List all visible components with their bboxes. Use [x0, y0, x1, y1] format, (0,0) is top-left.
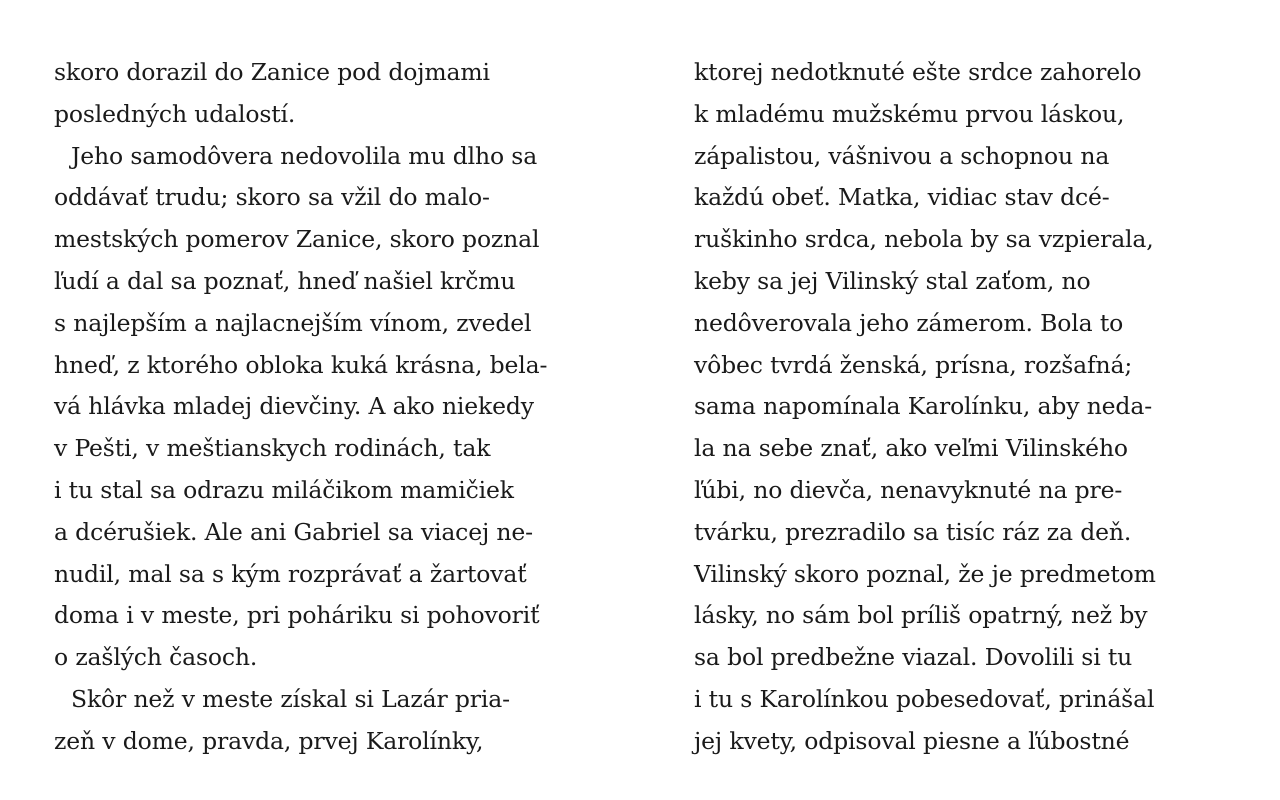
text-line: hneď, z ktorého obloka kuká krásna, bela- [54, 350, 548, 379]
left-page [54, 52, 599, 763]
text-line: sa bol predbežne viazal. Dovolili si tu [694, 643, 1133, 672]
text-line: k mladému mužskému prvou láskou, [694, 99, 1125, 128]
text-line: posledných udalostí. [54, 99, 296, 128]
text-line: nedôverovala jeho zámerom. Bola to [694, 308, 1124, 337]
text-line: jej kvety, odpisoval piesne a ľúbostné [694, 726, 1130, 755]
text-line: skoro dorazil do Zanice pod dojmami [54, 58, 490, 86]
text-line: a dcérušiek. Ale ani Gabriel sa viacej ne- [54, 517, 533, 546]
text-line: ruškinho srdca, nebola by sa vzpierala, [694, 225, 1154, 254]
text-line: tvárku, prezradilo sa tisíc ráz za deň. [694, 517, 1132, 546]
text-line: Jeho samodôvera nedovolila mu dlho sa [71, 141, 538, 170]
text-line: mestských pomerov Zanice, skoro poznal [54, 225, 540, 254]
text-line: lásky, no sám bol príliš opatrný, než by [694, 601, 1148, 630]
text-line: vá hlávka mladej dievčiny. A ako niekedy [54, 392, 534, 421]
text-line: oddávať trudu; skoro sa vžil do malo- [54, 183, 490, 212]
text-line: každú obeť. Matka, vidiac stav dcé- [694, 183, 1110, 212]
text-line: ktorej nedotknuté ešte srdce zahorelo [694, 58, 1142, 86]
text-line: s najlepším a najlacnejším vínom, zvedel [54, 308, 532, 337]
text-line: zápalistou, vášnivou a schopnou na [694, 141, 1110, 170]
text-line: Vilinský skoro poznal, že je predmetom [694, 559, 1156, 588]
text-line: nudil, mal sa s kým rozprávať a žartovať [54, 559, 527, 588]
text-line: la na sebe znať, ako veľmi Vilinského [694, 434, 1128, 463]
text-line: keby sa jej Vilinský stal zaťom, no [694, 266, 1091, 295]
text-line: Skôr než v meste získal si Lazár pria- [71, 684, 510, 713]
text-line: vôbec tvrdá ženská, prísna, rozšafná; [694, 350, 1133, 379]
text-line: doma i v meste, pri poháriku si pohovoriť [54, 601, 540, 630]
text-line: ľúbi, no dievča, nenavyknuté na pre- [694, 475, 1123, 504]
text-line: i tu stal sa odrazu miláčikom mamičiek [54, 475, 514, 504]
text-line: sama napomínala Karolínku, aby neda- [694, 392, 1152, 421]
text-line: o zašlých časoch. [54, 643, 258, 672]
text-line: ľudí a dal sa poznať, hneď našiel krčmu [54, 266, 516, 295]
right-page [694, 52, 1239, 763]
text-line: v Pešti, v meštianskych rodinách, tak [54, 434, 491, 463]
text-line: i tu s Karolínkou pobesedovať, prinášal [694, 684, 1155, 713]
text-line: zeň v dome, pravda, prvej Karolínky, [54, 726, 484, 755]
